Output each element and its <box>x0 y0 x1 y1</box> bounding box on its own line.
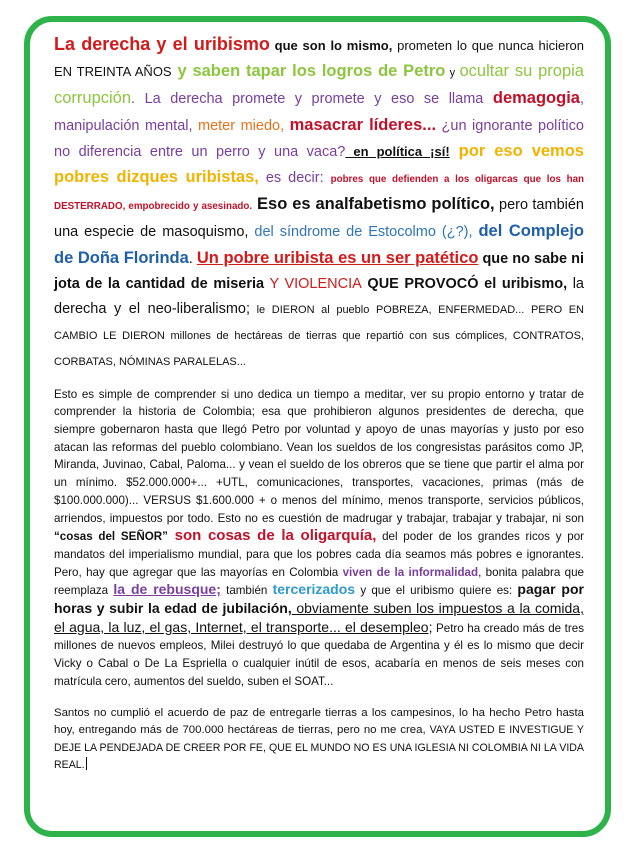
text-en-politica: en política ¡sí! <box>345 143 450 159</box>
text-estocolmo: del síndrome de Estocolmo (¿?), <box>254 224 479 241</box>
text-segment: , manipulación mental, <box>54 91 584 134</box>
text-analfabetismo: Eso es analfabetismo político, <box>252 195 495 214</box>
paragraph-3 <box>54 705 584 775</box>
text-demagogia: demagogia <box>492 89 580 108</box>
text-segment: Santos no cumplió el acuerdo de paz de entregarle tierras a los campesinos, lo ha hecho Petro hasta hoy, entregando más de 700.000 hectáreas de tierras, pero no me crea, <box>54 706 584 737</box>
text-segment: le DIERON al pueblo POBREZA, ENFERMEDAD... PERO EN CAMBIO LE DIERON millones de hectáreas de tierras que repartió con sus cómplices, CONTRATOS, CORBATAS, NÓMINAS PARALELAS... <box>54 304 585 369</box>
text-segment: y que el uribismo quiere es: <box>355 584 518 598</box>
text-segment: prometen lo que nunca hicieron EN TREINTA AÑOS <box>54 38 584 80</box>
text-rebusque: la de rebusque; <box>113 581 221 598</box>
text-oligarquia: son cosas de la oligarquía, <box>167 527 377 545</box>
text-segment: es decir: <box>258 170 331 187</box>
text-cosas-senor: “cosas del SEÑOR” <box>54 530 168 544</box>
headline-derecha-uribismo: La derecha y el uribismo <box>54 34 270 54</box>
text-violencia: Y VIOLENCIA <box>264 275 362 292</box>
text-segment: QUE PROVOCÓ el uribismo, <box>361 275 568 292</box>
text-segment: la derecha y el neo-liberalismo; <box>54 275 584 318</box>
text-masacrar: masacrar líderes... <box>289 115 437 134</box>
text-segment: meter miedo, <box>198 117 290 134</box>
text-oligarcas: pobres que defienden a los oligarcas que los han DESTERRADO, empobrecido y asesinado. <box>54 174 584 213</box>
text-segment: del poder de los grandes ricos y por mandatos del imperialismo mundial, para que los pobres cada día seamos más pobres e ignorantes. Pero, hay que agregar que las mayorías en Colombia <box>54 530 584 579</box>
text-impuestos: obviamente suben los impuestos a la comida, el agua, la luz, el gas, Internet, el transporte... el desempleo; <box>54 600 584 635</box>
text-pagar-por-horas: pagar por horas y subir la edad de jubilación, <box>54 581 584 617</box>
text-segment: , bonita palabra que reemplaza <box>54 565 584 598</box>
paragraph-2 <box>54 386 584 691</box>
text-segment: también <box>220 584 273 598</box>
text-segment: pero también una especie de masoquismo, <box>54 197 584 241</box>
text-segment: Petro ha creado más de tres millones de nuevos empleos, Milei destruyó lo que quedaba de Argentina y él es lo mismo que decir Vicky o Cabal o De La Espriella o cualquier inútil de esos, acabaría en menos de seis meses con matrícula cero, aumentos del sueldo, suben el SOAT... <box>54 621 584 688</box>
article-body <box>54 32 584 775</box>
text-cursor <box>86 757 87 770</box>
text-florinda: del Complejo de Doña Florinda <box>54 222 584 267</box>
text-pobres-uribistas: por eso vemos pobres dizques uribistas, <box>54 141 584 187</box>
text-segment: . La derecha promete y promete y eso se llama <box>131 91 493 108</box>
text-informalidad: viven de la informalidad <box>342 565 479 579</box>
text-vaya-usted: VAYA USTED E INVESTIGUE Y DEJE LA PENDEJADA DE CREER POR FE, QUE EL MUNDO NO ES UNA IGLESIA NI COLOMBIA NI LA VIDA REAL. <box>54 724 585 772</box>
text-segment: que son lo mismo, <box>269 38 393 53</box>
text-tercerizados: tercerizados <box>272 581 356 598</box>
text-logros-petro: y saben tapar los logros de Petro <box>171 62 446 81</box>
text-segment: ¿un ignorante político no diferencia entre un perro y una vaca? <box>54 117 584 160</box>
text-segment: y <box>445 67 460 80</box>
text-segment: que no sabe ni jota de la cantidad de miseria <box>54 250 584 292</box>
text-corrupcion: ocultar su propia corrupción <box>54 62 584 108</box>
paragraph-1 <box>54 32 584 376</box>
text-segment: Esto es simple de comprender si uno dedica un tiempo a meditar, ver su propio entorno y tratar de comprender la historia de Colombia; esa que prohibieron algunos presidentes de derecha, que siempre gobernaron hasta que llegó Petro por voluntad y apoyo de unas mayorías y justo por eso atacan las reformas del pueblo colombiano. Vean los sueldos de los congresistas parásitos como JP, Miranda, Juvinao, Cabal, Paloma... y vean el sueldo de los obreros que se tiene que partir el alma por un mínimo. $52.000.000+... +UTL, comunicaciones, transportes, vacaciones, primas (más de $100.000.000)... VERSUS $1.600.000 + o menos del mínimo, menos transporte, servicios públicos, arriendos, impuestos por todo. Esto no es cuestión de madrugar y trabajar, trabajar y trabajar, ni son <box>54 387 584 525</box>
text-pobre-uribista: Un pobre uribista es un ser patético <box>196 248 479 267</box>
text-segment: . <box>188 250 197 267</box>
